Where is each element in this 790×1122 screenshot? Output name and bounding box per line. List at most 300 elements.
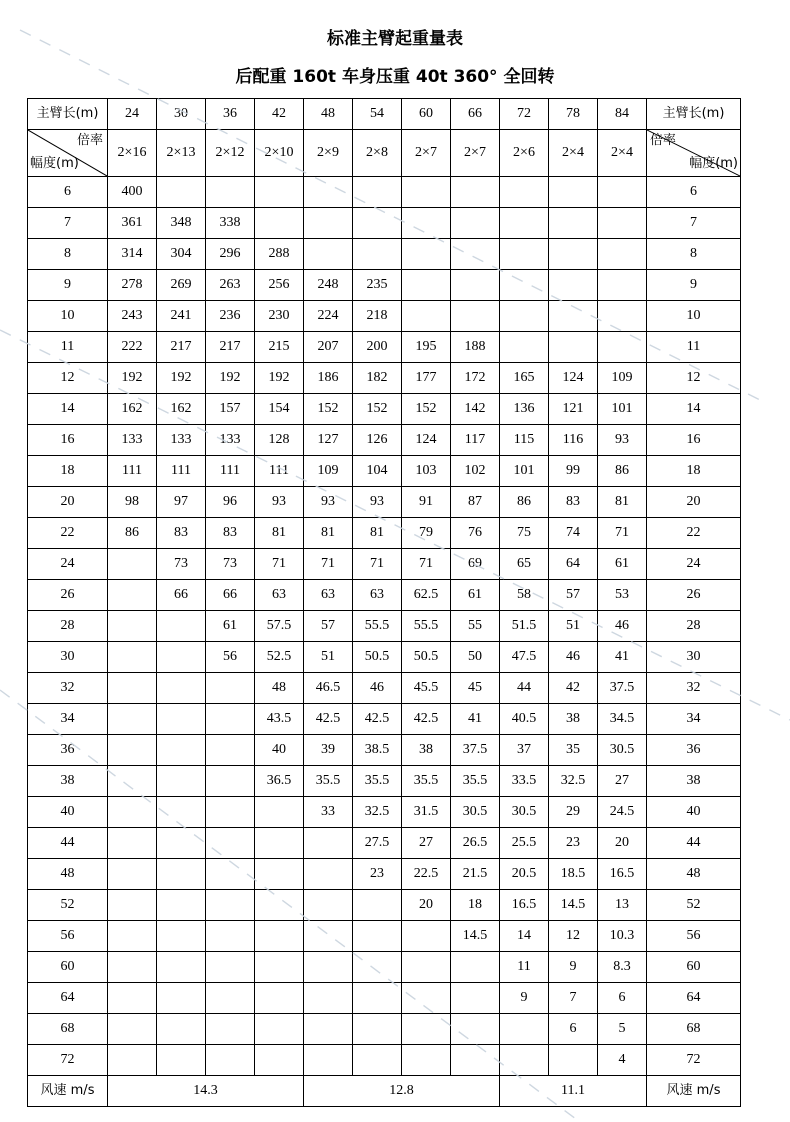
reeving-rate-cell: 2×12: [206, 130, 255, 177]
capacity-cell: 127: [304, 425, 353, 456]
radius-cell-right: 20: [647, 487, 741, 518]
capacity-cell: 182: [353, 363, 402, 394]
capacity-cell: [402, 177, 451, 208]
capacity-cell: 81: [304, 518, 353, 549]
capacity-cell: 27.5: [353, 828, 402, 859]
table-row: [28, 177, 741, 208]
capacity-cell: 124: [549, 363, 598, 394]
radius-cell-right: 12: [647, 363, 741, 394]
capacity-cell: 35.5: [402, 766, 451, 797]
capacity-cell: [255, 177, 304, 208]
capacity-cell: 42.5: [353, 704, 402, 735]
reeving-rate-cell: 2×8: [353, 130, 402, 177]
capacity-cell: 16.5: [598, 859, 647, 890]
capacity-cell: 172: [451, 363, 500, 394]
capacity-cell: [353, 1014, 402, 1045]
capacity-cell: 5: [598, 1014, 647, 1045]
capacity-cell: [157, 797, 206, 828]
capacity-cell: 79: [402, 518, 451, 549]
capacity-cell: 71: [353, 549, 402, 580]
capacity-cell: 133: [206, 425, 255, 456]
capacity-cell: [157, 890, 206, 921]
capacity-cell: 42.5: [402, 704, 451, 735]
capacity-cell: [255, 983, 304, 1014]
radius-cell: 24: [28, 549, 108, 580]
capacity-cell: 126: [353, 425, 402, 456]
capacity-cell: 27: [598, 766, 647, 797]
capacity-cell: [206, 735, 255, 766]
capacity-cell: 55.5: [402, 611, 451, 642]
radius-cell-right: 28: [647, 611, 741, 642]
table-row: [28, 394, 741, 425]
capacity-cell: 111: [157, 456, 206, 487]
table-row: [28, 890, 741, 921]
capacity-cell: [206, 828, 255, 859]
capacity-cell: [500, 1014, 549, 1045]
capacity-cell: 73: [206, 549, 255, 580]
table-row: [28, 766, 741, 797]
capacity-cell: 152: [353, 394, 402, 425]
radius-cell-right: 30: [647, 642, 741, 673]
capacity-cell: [157, 177, 206, 208]
capacity-cell: 248: [304, 270, 353, 301]
table-row: [28, 704, 741, 735]
capacity-cell: [206, 983, 255, 1014]
table-row: [28, 1014, 741, 1045]
capacity-cell: [598, 177, 647, 208]
radius-cell: 64: [28, 983, 108, 1014]
capacity-cell: 33: [304, 797, 353, 828]
capacity-cell: [402, 301, 451, 332]
capacity-cell: [255, 828, 304, 859]
capacity-cell: 263: [206, 270, 255, 301]
capacity-cell: 63: [353, 580, 402, 611]
capacity-cell: [108, 859, 157, 890]
radius-cell: 30: [28, 642, 108, 673]
capacity-cell: 115: [500, 425, 549, 456]
radius-cell: 7: [28, 208, 108, 239]
capacity-cell: 217: [206, 332, 255, 363]
capacity-cell: 361: [108, 208, 157, 239]
capacity-cell: [304, 952, 353, 983]
boom-length-label-right: 主臂长(m): [647, 99, 741, 130]
capacity-cell: 101: [598, 394, 647, 425]
capacity-cell: 66: [157, 580, 206, 611]
capacity-cell: [157, 952, 206, 983]
table-row: [28, 859, 741, 890]
table-row: [28, 270, 741, 301]
capacity-cell: 99: [549, 456, 598, 487]
capacity-cell: 6: [549, 1014, 598, 1045]
table-row: [28, 1045, 741, 1076]
capacity-cell: 7: [549, 983, 598, 1014]
capacity-cell: [255, 1045, 304, 1076]
reeving-rate-cell: 2×10: [255, 130, 304, 177]
capacity-cell: 32.5: [353, 797, 402, 828]
capacity-cell: 69: [451, 549, 500, 580]
boom-length-cell: 66: [451, 99, 500, 130]
radius-cell: 10: [28, 301, 108, 332]
capacity-cell: [157, 983, 206, 1014]
capacity-cell: 23: [549, 828, 598, 859]
radius-cell: 34: [28, 704, 108, 735]
capacity-cell: [402, 952, 451, 983]
capacity-cell: 111: [206, 456, 255, 487]
capacity-cell: 207: [304, 332, 353, 363]
capacity-cell: [549, 1045, 598, 1076]
wind-speed-row: [28, 1076, 741, 1107]
table-header: [28, 99, 741, 177]
radius-cell: 8: [28, 239, 108, 270]
capacity-cell: [108, 642, 157, 673]
capacity-cell: 61: [206, 611, 255, 642]
capacity-cell: [353, 177, 402, 208]
capacity-cell: [206, 921, 255, 952]
capacity-cell: 31.5: [402, 797, 451, 828]
radius-cell: 52: [28, 890, 108, 921]
radius-cell-right: 32: [647, 673, 741, 704]
capacity-cell: 83: [157, 518, 206, 549]
capacity-cell: 288: [255, 239, 304, 270]
capacity-cell: 400: [108, 177, 157, 208]
boom-length-cell: 84: [598, 99, 647, 130]
capacity-cell: 102: [451, 456, 500, 487]
capacity-cell: [304, 208, 353, 239]
capacity-cell: 50: [451, 642, 500, 673]
capacity-cell: 8.3: [598, 952, 647, 983]
capacity-cell: 55.5: [353, 611, 402, 642]
capacity-cell: [451, 983, 500, 1014]
capacity-cell: [353, 890, 402, 921]
capacity-cell: 243: [108, 301, 157, 332]
table-row: [28, 208, 741, 239]
capacity-cell: 35.5: [353, 766, 402, 797]
wind-speed-value: 11.1: [500, 1076, 647, 1107]
boom-length-label: 主臂长(m): [28, 99, 108, 130]
capacity-cell: 338: [206, 208, 255, 239]
radius-cell-right: 36: [647, 735, 741, 766]
capacity-cell: 235: [353, 270, 402, 301]
capacity-cell: 20: [402, 890, 451, 921]
capacity-cell: 162: [108, 394, 157, 425]
radius-cell: 56: [28, 921, 108, 952]
capacity-cell: [206, 890, 255, 921]
capacity-cell: 348: [157, 208, 206, 239]
radius-label-right: 幅度(m): [689, 156, 738, 171]
capacity-cell: [402, 983, 451, 1014]
table-row: [28, 332, 741, 363]
capacity-cell: [108, 921, 157, 952]
table-row: [28, 518, 741, 549]
reeving-rate-cell: 2×6: [500, 130, 549, 177]
capacity-cell: 192: [255, 363, 304, 394]
capacity-cell: [157, 704, 206, 735]
capacity-cell: 192: [108, 363, 157, 394]
table-row: [28, 735, 741, 766]
capacity-cell: 136: [500, 394, 549, 425]
capacity-cell: [206, 177, 255, 208]
capacity-cell: [157, 1014, 206, 1045]
radius-cell-right: 52: [647, 890, 741, 921]
capacity-cell: [108, 704, 157, 735]
capacity-cell: 218: [353, 301, 402, 332]
wind-speed-label-right: 风速 m/s: [647, 1076, 741, 1107]
boom-length-cell: 78: [549, 99, 598, 130]
capacity-cell: [451, 177, 500, 208]
capacity-cell: 10.3: [598, 921, 647, 952]
capacity-cell: 61: [451, 580, 500, 611]
capacity-cell: 27: [402, 828, 451, 859]
capacity-cell: 236: [206, 301, 255, 332]
capacity-cell: 71: [255, 549, 304, 580]
table-row: [28, 580, 741, 611]
capacity-cell: 93: [304, 487, 353, 518]
capacity-cell: 39: [304, 735, 353, 766]
capacity-cell: [598, 270, 647, 301]
radius-cell: 68: [28, 1014, 108, 1045]
capacity-cell: [304, 983, 353, 1014]
radius-cell-right: 8: [647, 239, 741, 270]
capacity-cell: 71: [402, 549, 451, 580]
capacity-cell: 21.5: [451, 859, 500, 890]
table-row: [28, 363, 741, 394]
reeving-rate-cell: 2×13: [157, 130, 206, 177]
capacity-cell: 224: [304, 301, 353, 332]
capacity-cell: 18.5: [549, 859, 598, 890]
radius-cell: 44: [28, 828, 108, 859]
capacity-cell: [108, 890, 157, 921]
capacity-cell: [353, 921, 402, 952]
capacity-cell: 117: [451, 425, 500, 456]
capacity-cell: 43.5: [255, 704, 304, 735]
capacity-cell: [157, 611, 206, 642]
capacity-cell: [353, 983, 402, 1014]
capacity-cell: [108, 952, 157, 983]
capacity-cell: 200: [353, 332, 402, 363]
capacity-cell: 162: [157, 394, 206, 425]
capacity-cell: 51.5: [500, 611, 549, 642]
radius-cell: 20: [28, 487, 108, 518]
capacity-cell: 217: [157, 332, 206, 363]
capacity-cell: [157, 828, 206, 859]
capacity-cell: 296: [206, 239, 255, 270]
capacity-cell: 76: [451, 518, 500, 549]
capacity-cell: 81: [255, 518, 304, 549]
radius-cell-right: 24: [647, 549, 741, 580]
capacity-cell: 37.5: [598, 673, 647, 704]
capacity-cell: [353, 952, 402, 983]
radius-cell: 18: [28, 456, 108, 487]
capacity-cell: 61: [598, 549, 647, 580]
capacity-cell: [402, 921, 451, 952]
capacity-cell: 41: [451, 704, 500, 735]
table-row: [28, 797, 741, 828]
reeving-rate-cell: 2×9: [304, 130, 353, 177]
capacity-cell: 91: [402, 487, 451, 518]
capacity-cell: 111: [108, 456, 157, 487]
capacity-cell: 58: [500, 580, 549, 611]
capacity-cell: [157, 921, 206, 952]
radius-cell: 72: [28, 1045, 108, 1076]
reeving-rate-cell: 2×16: [108, 130, 157, 177]
capacity-cell: 62.5: [402, 580, 451, 611]
radius-cell-right: 16: [647, 425, 741, 456]
capacity-cell: [549, 301, 598, 332]
radius-cell: 60: [28, 952, 108, 983]
capacity-cell: 38: [402, 735, 451, 766]
capacity-cell: 192: [206, 363, 255, 394]
capacity-cell: 186: [304, 363, 353, 394]
capacity-cell: 103: [402, 456, 451, 487]
capacity-cell: 29: [549, 797, 598, 828]
capacity-cell: 142: [451, 394, 500, 425]
capacity-cell: [108, 1014, 157, 1045]
rate-radius-header-right: [647, 130, 741, 177]
capacity-cell: 278: [108, 270, 157, 301]
capacity-cell: [500, 332, 549, 363]
capacity-cell: [500, 1045, 549, 1076]
radius-cell-right: 26: [647, 580, 741, 611]
table-row: [28, 828, 741, 859]
capacity-cell: 55: [451, 611, 500, 642]
capacity-cell: 47.5: [500, 642, 549, 673]
capacity-cell: [598, 301, 647, 332]
boom-length-cell: 36: [206, 99, 255, 130]
radius-cell-right: 18: [647, 456, 741, 487]
capacity-cell: 50.5: [353, 642, 402, 673]
capacity-cell: 35: [549, 735, 598, 766]
capacity-cell: 45: [451, 673, 500, 704]
capacity-cell: 30.5: [500, 797, 549, 828]
radius-cell-right: 10: [647, 301, 741, 332]
table-row: [28, 425, 741, 456]
capacity-cell: 51: [304, 642, 353, 673]
capacity-cell: [108, 549, 157, 580]
capacity-cell: [500, 239, 549, 270]
capacity-cell: [500, 208, 549, 239]
radius-cell: 16: [28, 425, 108, 456]
capacity-cell: [402, 1045, 451, 1076]
capacity-cell: [206, 766, 255, 797]
capacity-cell: 93: [255, 487, 304, 518]
radius-cell-right: 11: [647, 332, 741, 363]
radius-cell-right: 38: [647, 766, 741, 797]
capacity-cell: [255, 208, 304, 239]
capacity-cell: 152: [304, 394, 353, 425]
capacity-cell: 38: [549, 704, 598, 735]
capacity-cell: 24.5: [598, 797, 647, 828]
capacity-cell: 83: [206, 518, 255, 549]
capacity-cell: 57: [304, 611, 353, 642]
capacity-cell: 63: [304, 580, 353, 611]
capacity-cell: [304, 859, 353, 890]
capacity-cell: 81: [353, 518, 402, 549]
capacity-cell: 57: [549, 580, 598, 611]
rate-label-right: 倍率: [650, 133, 677, 148]
capacity-cell: 65: [500, 549, 549, 580]
capacity-cell: 33.5: [500, 766, 549, 797]
radius-cell-right: 40: [647, 797, 741, 828]
boom-length-row: [28, 99, 741, 130]
capacity-cell: 53: [598, 580, 647, 611]
capacity-cell: 87: [451, 487, 500, 518]
capacity-cell: 121: [549, 394, 598, 425]
capacity-cell: [598, 332, 647, 363]
capacity-cell: 75: [500, 518, 549, 549]
wind-speed-label: 风速 m/s: [28, 1076, 108, 1107]
capacity-cell: [206, 952, 255, 983]
radius-cell-right: 34: [647, 704, 741, 735]
capacity-cell: [255, 921, 304, 952]
capacity-cell: [451, 1045, 500, 1076]
page-title: 标准主臂起重量表: [327, 29, 463, 49]
capacity-cell: 98: [108, 487, 157, 518]
capacity-cell: [157, 859, 206, 890]
boom-length-cell: 72: [500, 99, 549, 130]
capacity-cell: [255, 952, 304, 983]
table-row: [28, 983, 741, 1014]
capacity-cell: 40.5: [500, 704, 549, 735]
capacity-cell: 63: [255, 580, 304, 611]
capacity-cell: 133: [157, 425, 206, 456]
capacity-cell: 45.5: [402, 673, 451, 704]
table-row: [28, 239, 741, 270]
reeving-rate-cell: 2×7: [402, 130, 451, 177]
radius-cell-right: 60: [647, 952, 741, 983]
radius-cell: 22: [28, 518, 108, 549]
capacity-cell: [402, 270, 451, 301]
capacity-cell: [157, 1045, 206, 1076]
capacity-cell: [500, 270, 549, 301]
radius-label: 幅度(m): [30, 156, 79, 171]
table-row: [28, 921, 741, 952]
capacity-cell: [108, 828, 157, 859]
capacity-cell: 314: [108, 239, 157, 270]
reeving-rate-row: [28, 130, 741, 177]
wind-speed-value: 14.3: [108, 1076, 304, 1107]
capacity-cell: 14: [500, 921, 549, 952]
capacity-cell: 71: [304, 549, 353, 580]
capacity-cell: 71: [598, 518, 647, 549]
rate-radius-header: [28, 130, 108, 177]
capacity-cell: 97: [157, 487, 206, 518]
capacity-cell: [353, 239, 402, 270]
capacity-cell: 93: [353, 487, 402, 518]
capacity-cell: 20: [598, 828, 647, 859]
radius-cell-right: 6: [647, 177, 741, 208]
radius-cell: 48: [28, 859, 108, 890]
table-body: [28, 177, 741, 1076]
capacity-cell: 4: [598, 1045, 647, 1076]
boom-length-cell: 30: [157, 99, 206, 130]
boom-length-cell: 60: [402, 99, 451, 130]
capacity-cell: [157, 766, 206, 797]
capacity-cell: 12: [549, 921, 598, 952]
table-row: [28, 952, 741, 983]
capacity-cell: 20.5: [500, 859, 549, 890]
capacity-cell: 41: [598, 642, 647, 673]
capacity-cell: [206, 859, 255, 890]
radius-cell: 40: [28, 797, 108, 828]
capacity-cell: 86: [598, 456, 647, 487]
capacity-cell: [304, 1014, 353, 1045]
capacity-cell: [108, 673, 157, 704]
capacity-cell: [500, 177, 549, 208]
capacity-cell: 9: [549, 952, 598, 983]
capacity-cell: 46.5: [304, 673, 353, 704]
capacity-cell: 52.5: [255, 642, 304, 673]
capacity-cell: [206, 704, 255, 735]
